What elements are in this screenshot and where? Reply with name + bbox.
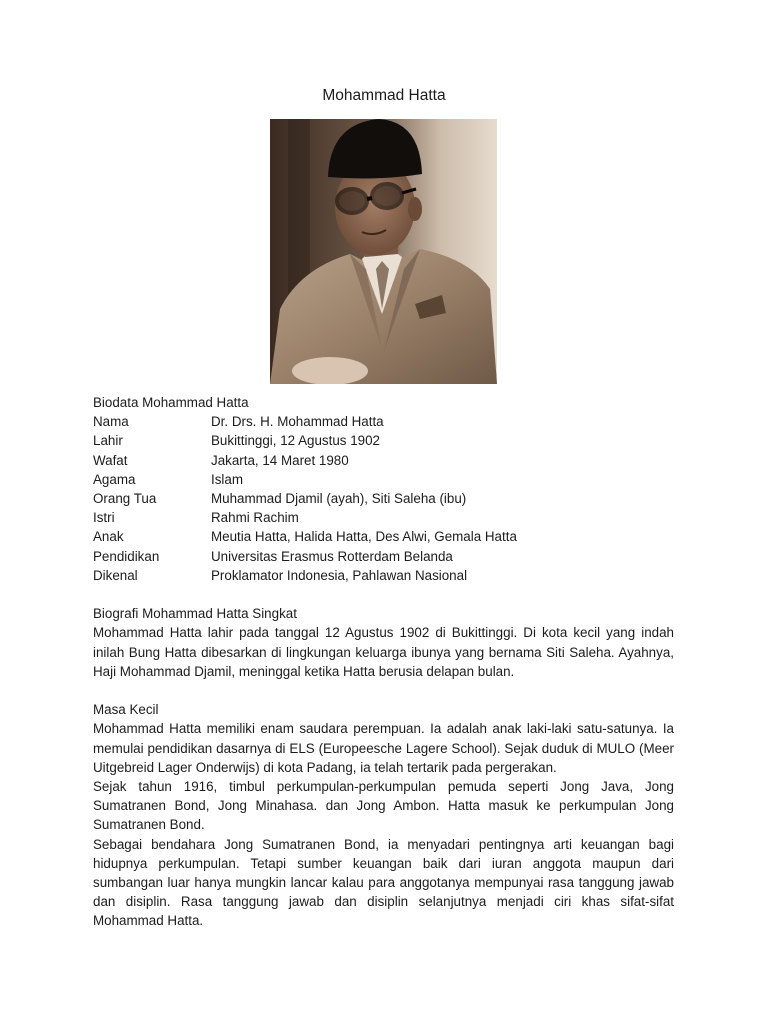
portrait-photo [270, 119, 497, 384]
spacer [93, 585, 674, 604]
biodata-label: Dikenal [93, 567, 138, 583]
biodata-value: Meutia Hatta, Halida Hatta, Des Alwi, Gemala Hatta [211, 529, 517, 545]
biodata-value: Rahmi Rachim [211, 510, 299, 526]
table-row [93, 508, 517, 527]
table-row [93, 412, 517, 431]
biodata-label: Pendidikan [93, 548, 160, 564]
table-row [93, 566, 517, 585]
biodata-value: Bukittinggi, 12 Agustus 1902 [211, 433, 380, 449]
biodata-label: Agama [93, 471, 136, 487]
table-row [93, 451, 517, 470]
biodata-label: Nama [93, 414, 129, 430]
masa-kecil-heading: Masa Kecil [93, 702, 159, 718]
masa-kecil-paragraph: Sebagai bendahara Jong Sumatranen Bond, ia menyadari pentingnya arti keuangan bagi hidupnya perkumpulan. Tetapi sumber keuangan baik dari iuran anggota maupun dari sumbangan luar hanya mungkin lancar kalau para anggotanya mempunyai rasa tanggung jawab dan disiplin. Rasa tanggung jawab dan disiplin selanjutnya menjadi ciri khas sifat-sifat Mohammad Hatta. [93, 836, 674, 929]
biodata-label: Wafat [93, 452, 128, 468]
table-row [93, 470, 517, 489]
masa-kecil-paragraph: Sejak tahun 1916, timbul perkumpulan-perkumpulan pemuda seperti Jong Java, Jong Sumatranen Bond, Jong Minahasa. dan Jong Ambon. Hatta masuk ke perkumpulan Jong Sumatranen Bond. [93, 779, 674, 833]
table-row [93, 489, 517, 508]
biodata-heading: Biodata Mohammad Hatta [93, 395, 249, 410]
document-title: Mohammad Hatta [322, 87, 446, 104]
biodata-value: Islam [211, 471, 243, 487]
document-body [93, 393, 674, 931]
spacer [93, 681, 674, 700]
table-row [93, 527, 517, 546]
biodata-value: Muhammad Djamil (ayah), Siti Saleha (ibu) [211, 491, 467, 507]
biodata-value: Universitas Erasmus Rotterdam Belanda [211, 548, 453, 564]
biodata-table [93, 412, 517, 585]
table-row [93, 547, 517, 566]
biografi-paragraph: Mohammad Hatta lahir pada tanggal 12 Agustus 1902 di Bukittinggi. Di kota kecil yang indah inilah Bung Hatta dibesarkan di lingkungan keluarga ibunya yang bernama Siti Saleha. Ayahnya, Haji Mohammad Djamil, meninggal ketika Hatta berusia delapan bulan. [93, 625, 674, 679]
masa-kecil-paragraph: Mohammad Hatta memiliki enam saudara perempuan. Ia adalah anak laki-laki satu-satunya. Ia memulai pendidikan dasarnya di ELS (Europeesche Lagere School). Sejak duduk di MULO (Meer Uitgebreid Lager Onderwijs) di kota Padang, ia telah tertarik pada pergerakan. [93, 721, 674, 775]
biodata-label: Orang Tua [93, 491, 157, 507]
biodata-label: Lahir [93, 433, 123, 449]
biodata-value: Jakarta, 14 Maret 1980 [211, 452, 349, 468]
biodata-value: Proklamator Indonesia, Pahlawan Nasional [211, 567, 468, 583]
biodata-label: Istri [93, 510, 115, 526]
biodata-label: Anak [93, 529, 124, 545]
table-row [93, 431, 517, 450]
biodata-value: Dr. Drs. H. Mohammad Hatta [211, 414, 384, 430]
biografi-heading: Biografi Mohammad Hatta Singkat [93, 606, 297, 622]
